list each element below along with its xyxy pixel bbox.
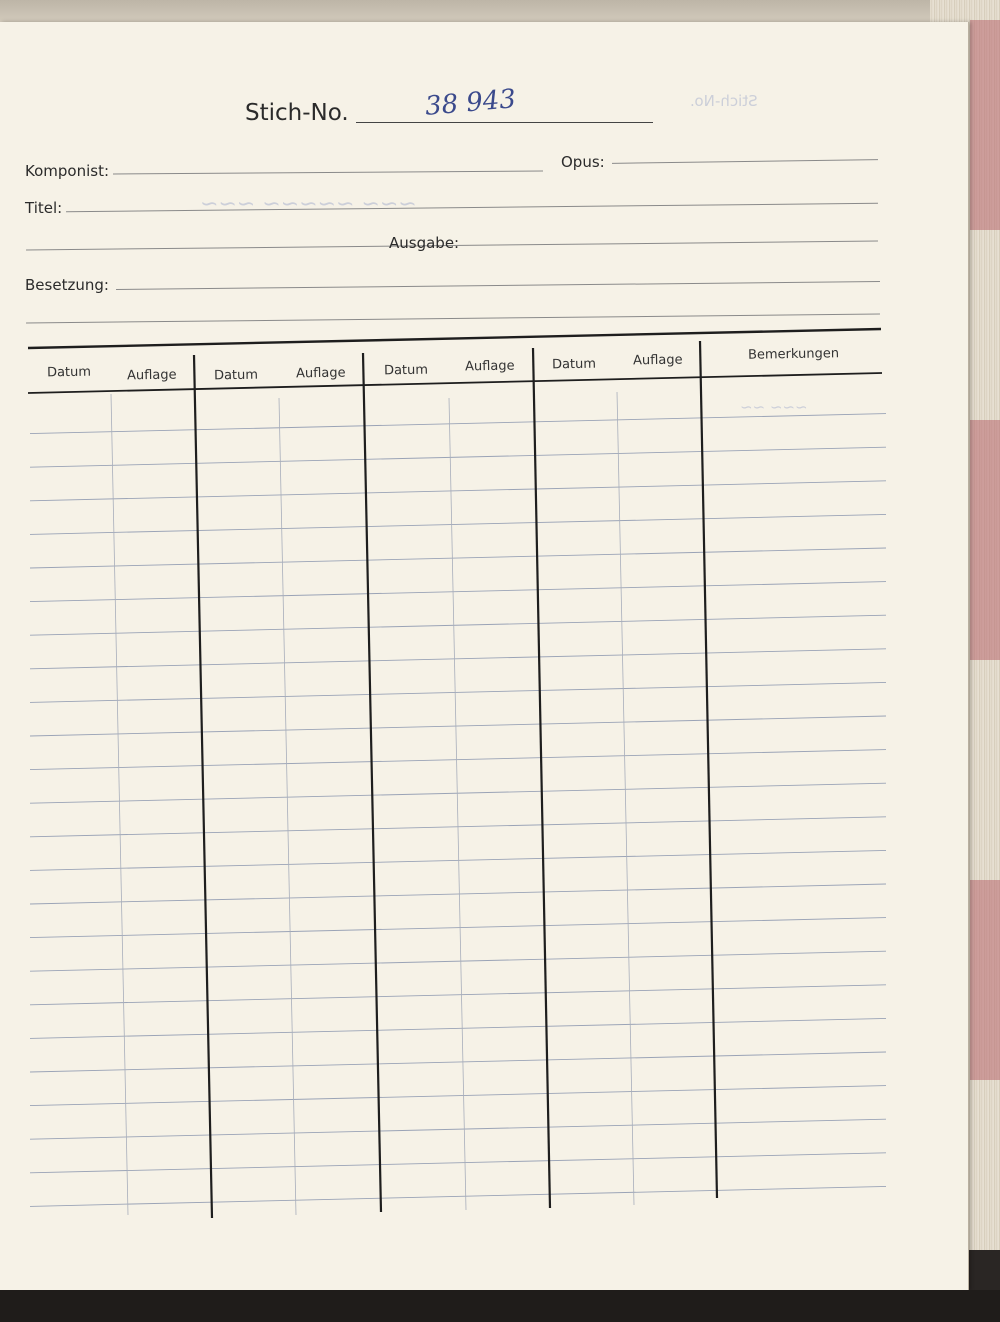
ledger-heavy-columns [194,341,717,1218]
ledger-column-rule [617,392,634,1205]
show-through-text: ~~~ ~~ [740,398,808,416]
ledger-column-rule [279,398,296,1215]
ledger-row-rule [30,414,886,434]
ledger-row-rule [30,1119,886,1139]
table-top-rule [28,329,881,348]
ledger-column-divider [194,355,212,1218]
col-header-datum-1: Datum [46,364,92,381]
col-header-datum-2: Datum [213,367,259,384]
ledger-row-rule [30,985,886,1005]
ledger-row-rule [30,716,886,736]
titel-label: Titel: [25,199,63,217]
ausgabe-label: Ausgabe: [389,234,460,252]
ledger-row-rule [30,1186,886,1206]
ledger-column-divider [700,341,717,1198]
ledger-row-rule [30,582,886,602]
ledger-row-rule [30,514,886,534]
ledger-row-rule [30,481,886,501]
ledger-row-rule [30,548,886,568]
ledger-row-rule [30,1086,886,1106]
ledger-row-rule [30,615,886,635]
opus-label: Opus: [561,153,605,171]
ledger-row-rule [30,783,886,803]
ledger-column-rule [111,394,128,1215]
komponist-label: Komponist: [25,162,110,180]
ledger-row-rule [30,850,886,870]
ledger-column-rule [449,398,466,1210]
col-header-auflage-1: Auflage [126,367,177,384]
ledger-row-rule [30,649,886,669]
stich-no-value: 38 943 [423,84,518,122]
col-header-auflage-3: Auflage [464,358,515,375]
ledger-row-rule [30,750,886,770]
besetzung-label: Besetzung: [25,276,109,294]
show-through-text: ~~~ ~~~~~ ~~~ [200,192,417,217]
ledger-row-rule [30,918,886,938]
ledger-column-divider [533,348,550,1208]
ledger-row-rule [30,1018,886,1038]
col-header-bemerkungen: Bemerkungen [747,346,840,363]
ledger-row-rule [30,884,886,904]
ledger-row-rule [30,1153,886,1173]
ledger-row-rule [30,682,886,702]
ledger-column-divider [363,353,381,1212]
stich-no-label: Stich-No. [245,100,349,126]
ledger-row-rule [30,951,886,971]
col-header-datum-3: Datum [383,362,429,379]
show-through-text: Stich-No. [690,92,758,110]
ledger-row-rule [30,447,886,467]
col-header-auflage-2: Auflage [295,365,346,382]
col-header-datum-4: Datum [551,356,597,373]
col-header-auflage-4: Auflage [632,352,683,369]
ledger-row-rule [30,1052,886,1072]
